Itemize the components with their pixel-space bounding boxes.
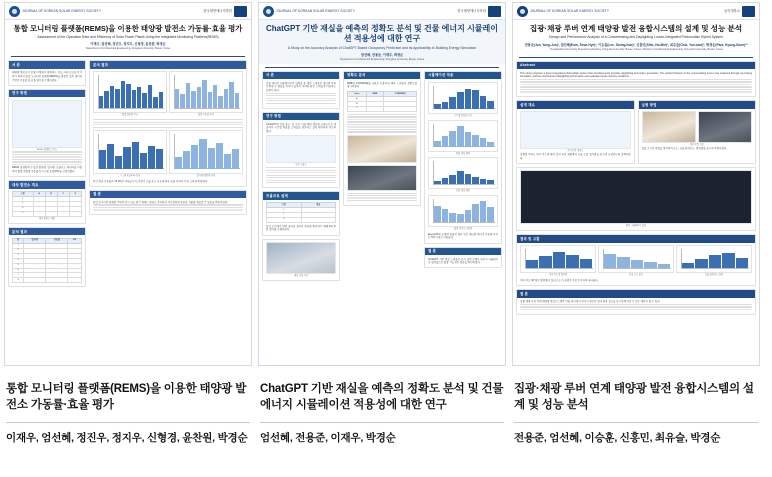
section-text: 집광·채광 루버 연계 태양광 융합시스템은 건물 외피에서 에너지 생산과 실내 환경 성능을 동시에 확보할 수 있는 대안이 될 수 있다. [520,300,661,304]
figure-optical-simulation [520,170,752,224]
section-accuracy [343,71,421,206]
section-heading: 실험 방법 [639,101,756,108]
poster-thumbnail-rems[interactable] [4,2,252,366]
section-text: 동일 조건에서 반복 생성한 결과의 편차를 확인하기 위해 3회 반복 질의를 수행하였다. [266,224,336,232]
section-heading: 결과 및 고찰 [517,235,755,242]
body-text-lines [93,119,243,128]
university-logo-label: 한국태양에너지학회 [457,9,486,13]
section-text: ChatGPT 기반 재실 스케줄은 초기 설계 단계의 에너지 시뮬레이션 입력값으로 활용 가능성이 있음을 확인하였다. [428,257,498,265]
table-accuracy-metrics [347,91,417,112]
section-conclusion [424,247,502,269]
society-logo-left [9,6,101,17]
section-abstract [516,61,756,98]
chart-pr-distribution [93,130,167,174]
table-row: 3 · · · [13,253,82,258]
society-emblem-icon [517,6,528,17]
section-text: This study proposes a louver-integrated photovoltaic system that simultaneously provides daylighting and power generation. The optical behavior of the concentrating louver was analyzed through ray-tracing simulation, and the electrical and daylighting performance was evaluated under real sky conditions. [520,71,752,79]
poster-title-block [5,20,251,53]
table-monthly-rate [12,238,82,283]
society-emblem-icon [263,6,274,17]
section-heading: 서 론 [263,72,339,79]
table-row: 1 · [267,207,336,212]
table-row: 3 · [267,217,336,222]
poster-title-block [259,20,505,64]
table-row: 2 · · · [13,248,82,253]
poster-column-left [262,71,340,281]
figure-grid [93,71,243,117]
section-design-row [516,100,756,163]
figure-caption: 평일 재실 패턴 [456,152,470,155]
poster-column-right [424,71,502,281]
chart-generation-by-angle [520,245,596,273]
university-emblem-icon [488,6,501,17]
section-prompt [262,191,340,235]
body-text-lines [93,204,243,210]
university-logo-label: 한국태양에너지학회 [203,9,232,13]
caption-block-louver [512,376,760,477]
section-photo [262,239,340,282]
body-text-lines [520,79,752,93]
poster-authors: 전용준(Jun, Yong-Jun)¹, 엄선혜(Eom, Seon-Hye)¹, 이승훈(Lee, Seung-hun)², 신홍민(Shin, Ho-Min)³, 최유슬(Choi, You-seul)³, 박경순(Park, Kyung-Soon)¹* [524,42,748,47]
figure-block [598,245,674,277]
figure-grid [93,130,243,178]
section-results [516,234,756,286]
figure-caption: 연구 흐름도 [295,164,307,167]
figure-indoor-photo [347,135,417,163]
section-heading: 정확도 분석 [344,72,420,79]
table-row: A · · [348,97,417,102]
chart-weekend-pattern [428,157,498,189]
figure-grid [520,245,752,277]
section-text: 연간 평균 가동률은 15.2%로 나타났으며, 하절기 모듈 온도 상승에 따른 효율 저하가 가장 크게 관측되었다. [93,179,208,183]
table-row: 1 · · · [13,243,82,248]
university-logo-right [457,6,501,17]
body-text-lines [347,114,417,133]
poster-header [259,3,505,20]
figure-caption: REMS 플랫폼 구성도 [36,148,58,151]
poster-header [5,3,251,20]
figure-block [93,71,167,117]
figure-caption: 시간별 재실률 비교 [453,114,473,117]
table-header-cell: C [57,192,69,197]
table-header-cell: Case [348,92,367,97]
figure-caption: 주말 재실 패턴 [456,190,470,193]
section-text: EnergyPlus 모델에 적용한 결과 연간 냉난방 에너지 사용량 차이는 5% 이내로 나타났다. [428,232,498,240]
body-text-lines [347,193,417,202]
table-header-cell: D [69,192,81,197]
poster-title: ChatGPT 기반 재실을 예측의 정확도 분석 및 건물 에너지 시뮬레이션 적용성에 대한 연구 [266,24,498,43]
figure-building-photo [266,242,336,274]
table-header-cell: PR [68,238,82,243]
caption-title: 통합 모니터링 플랫폼(REMS)을 이용한 태양광 발전소 가동률·효율 평가 [6,383,247,411]
table-header-cell: 구분 [13,192,34,197]
section-optical [516,167,756,232]
section-conclusion [89,190,247,216]
poster-affiliation: ¹ Sustainable Community Research Laboratory, Dong-Eui University, Busan, Korea ² Division of Architectural Engineering, Dong-Eui University, Busan, Korea [549,47,723,51]
caption-title: 집광·채광 루버 연계 태양광 발전 융합시스템의 설계 및 성능 분석 [514,383,754,411]
table-header-cell: 내용 [301,203,336,208]
chart-hourly-occupancy [428,82,498,114]
caption-divider [260,422,504,423]
poster-body [259,68,505,284]
section-heading: 시뮬레이션 적용 [425,72,501,79]
poster-thumbnail-chatgpt[interactable] [258,2,506,366]
section-heading: 연구 방법 [9,90,85,97]
chart-irradiance-correlation [169,130,243,174]
section-text: 건물 에너지 시뮬레이션의 입력값 중 재실 스케줄은 냉난방 부하 산정에 큰 영향을 미치나 실측이 어려워 표준 스케줄에 의존하는 한계가 있다. [266,81,336,93]
figure-caption: 실험 목업 사진 [689,144,704,147]
poster-body [513,58,759,318]
figure-grid [642,111,753,143]
university-emblem-icon [742,6,755,17]
table-row: 3 · · · · [13,206,82,211]
poster-column-left [8,60,86,286]
body-text-lines [520,304,752,310]
society-logo-label: JOURNAL OF KOREAN SOLAR ENERGY SOCIETY [22,9,102,13]
table-row: 6 · · · [13,268,82,273]
section-experiment [638,100,757,163]
section-conclusion [516,289,756,315]
caption-authors: 전용준, 엄선혜, 이승훈, 신홍민, 최유슬, 박경순 [514,432,721,445]
figure-block [93,130,167,178]
body-text-lines [266,93,336,104]
section-plants [8,180,86,224]
figure-block [169,71,243,117]
table-header-cell: 가동률 [46,238,68,243]
section-heading: 서 론 [9,61,85,68]
society-emblem-icon [9,6,20,17]
table-plant-specs [12,191,82,217]
table-row: B · · [348,101,417,106]
figure-caption: 모듈 표면온도 변화 [704,274,724,277]
figure-caption: 광학 시뮬레이션 결과 [625,225,647,228]
section-text: 실물 크기의 목업을 제작하여 조도, 모듈 표면온도, 발전량을 동시에 측정하였다. [641,146,728,150]
table-row: 4 · · · [13,258,82,263]
figure-rems-platform-diagram [12,100,82,148]
section-heading: 대상 발전소 개요 [9,181,85,188]
section-text: ChatGPT에 건물 용도, 실 구성, 사용 패턴 정보를 프롬프트로 제공하여 시간별 재실률 스케줄을 생성하고 실측 데이터와 비교하였다. [266,122,336,133]
society-logo-left [263,6,355,17]
figure-louver-section-diagram [520,111,631,149]
table-header-cell: 발전량 [24,238,46,243]
table-caption: 대상 발전소 제원 [38,217,55,220]
section-text: 태양광 발전소의 운영 단계에서 발생하는 성능 저하 요인을 분석하기 위하여 통합 모니터링 플랫폼(REMS)을 활용한 실측 데이터 기반의 가동률 및 효율 평가를 수행하였다. [12,71,82,82]
section-text: 통합 모니터링 플랫폼 기반의 상시 성능 평가 체계는 발전소 유지관리 의사결정에 유효한 지표를 제공할 수 있음을 확인하였다. [93,200,228,204]
university-logo-right [203,6,247,17]
poster-affiliation: Department of Architectural Engineering, Dong-Eui University, Busan, Korea [85,47,171,51]
caption-block-chatgpt [258,376,506,477]
society-logo-left [517,6,609,17]
section-heading: 프롬프트 설계 [263,192,339,199]
section-method [8,89,86,177]
poster-header [513,3,759,20]
section-text: REMS 플랫폼에 수집된 발전량, 일사량, 모듈온도 데이터를 이용하여 월별·계절별 가동률과 시스템 효율(PR)을 산정하였다. [12,166,82,173]
poster-title: 집광·채광 루버 연계 태양광 발전 융합시스템의 설계 및 성능 분석 [529,24,743,33]
section-heading: 분석 결과 [9,228,85,235]
table-header-cell: A [33,192,45,197]
caption-divider [514,422,758,423]
table-prompt-design [266,202,336,223]
poster-authors: 이재우, 엄선혜, 정진우, 정지우, 신형경, 윤찬원, 박경순 [90,42,166,47]
figure-caption: 일사량-발전량 상관 [196,174,216,177]
society-logo-label: JOURNAL OF KOREAN SOLAR ENERGY SOCIETY [276,9,356,13]
figure-louver-photo [698,111,752,143]
section-heading: Abstract [517,62,755,69]
table-header-cell: 구분 [267,203,302,208]
section-heading: 설계 개요 [517,101,634,108]
section-intro [262,71,340,109]
university-logo-right [724,6,755,17]
caption-title: ChatGPT 기반 재실을 예측의 정확도 분석 및 건물 에너지 시뮬레이션 적용성에 대한 연구 [260,383,504,411]
society-logo-label: JOURNAL OF KOREAN SOLAR ENERGY SOCIETY [530,9,610,13]
section-heading: 결 론 [517,290,755,297]
section-heading: 결 론 [425,248,501,255]
section-analysis [89,60,247,186]
poster-thumbnail-louver[interactable] [512,2,760,366]
table-row: 4 · · · · [13,211,82,216]
chart-monthly-generation [93,71,167,113]
section-results [8,227,86,287]
poster-authors: 엄선혜, 전용준, 이재우, 박경순 [360,52,404,57]
figure-caption: 월별 에너지 사용량 [453,228,473,231]
table-row: 2 · [267,212,336,217]
caption-block-rems [4,376,252,477]
caption-authors: 이재우, 엄선혜, 정진우, 정지우, 신형경, 윤찬원, 박경순 [6,432,248,445]
section-text: 집광형 루버는 반사 각도에 따라 실내 유입 채광량과 모듈 도달 일사량을 동시에 조절하도록 설계되었다. [520,152,631,160]
poster-affiliation: Department of Architectural Engineering, Dong-Eui University, Busan, Korea [339,57,425,61]
caption-divider [6,422,250,423]
figure-caption: 시스템 효율(PR) 분포 [119,174,141,177]
university-emblem-icon [234,6,247,17]
figure-block [520,245,596,277]
figure-mockup-photo [642,111,696,143]
figure-caption: 월별 발전량 비교 [121,114,138,117]
poster-subtitle: Assessment of the Operation Rate and Efficiency of Solar Power Plants Using the Integrated Monitoring Platform(REMS) [37,35,219,40]
chart-monthly-energy [428,195,498,227]
table-header-cell: 월 [13,238,24,243]
university-logo-label: 동의대학교 [724,9,740,13]
caption-authors: 엄선혜, 전용준, 이재우, 박경순 [260,432,396,445]
chart-operation-rate [169,71,243,113]
poster-body [5,57,251,289]
section-text: 루버 각도 30°에서 발전량과 실내 조도의 균형이 가장 우수하게 나타났다. [520,279,599,283]
section-intro [8,60,86,85]
figure-caption: 월별 가동률 추이 [197,114,214,117]
figure-caption: 루버 각도별 발전량 [548,274,568,277]
figure-caption: 대상 건물 사진 [294,275,308,277]
table-row: 2 · · · · [13,201,82,206]
table-header-cell: B [45,192,57,197]
chart-illuminance-distribution [598,245,674,273]
poster-title-block [513,20,759,54]
table-row: C · · [348,106,417,111]
section-heading: 결 론 [90,191,246,198]
figure-caption: 루버 단면 개념도 [567,150,584,153]
body-text-lines [266,167,336,183]
figure-research-flow-diagram [266,135,336,163]
figure-caption: 실내 조도 분포 [629,274,643,277]
figure-block [676,245,752,277]
section-design [516,100,635,163]
poster-subtitle: A Study on the Accuracy Analysis of ChatGPT-Based Occupancy Prediction and Its Applicability to Building Energy Simulation [287,45,477,50]
chart-weekday-pattern [428,120,498,152]
table-row: 1 · · · · [13,196,82,201]
table-header-cell: CV(RMSE) [384,92,417,97]
chart-module-temperature [676,245,752,273]
poster-title: 통합 모니터링 플랫폼(REMS)을 이용한 태양광 발전소 가동률·효율 평가 [13,24,243,33]
table-row: 8 · · · [13,278,82,283]
section-simulation [424,71,502,244]
poster-column-right [89,60,247,286]
section-heading: 분석 결과 [90,61,246,68]
figure-sensor-photo [347,165,417,191]
figure-block [169,130,243,178]
table-row: 7 · · · [13,273,82,278]
section-text: MBE와 CV(RMSE)를 지표로 사용하여 예측 스케줄의 정확도를 평가하였다. [347,81,417,89]
caption-row [0,376,772,477]
section-heading: 연구 방법 [263,113,339,120]
poster-column-middle [343,71,421,281]
table-header-cell: MBE [366,92,384,97]
section-method [262,112,340,188]
table-row: 5 · · · [13,263,82,268]
poster-subtitle: Design and Performance Analysis of a Concentrating and Daylighting Louver-Integrated Photovoltaic Hybrid System [549,35,723,40]
